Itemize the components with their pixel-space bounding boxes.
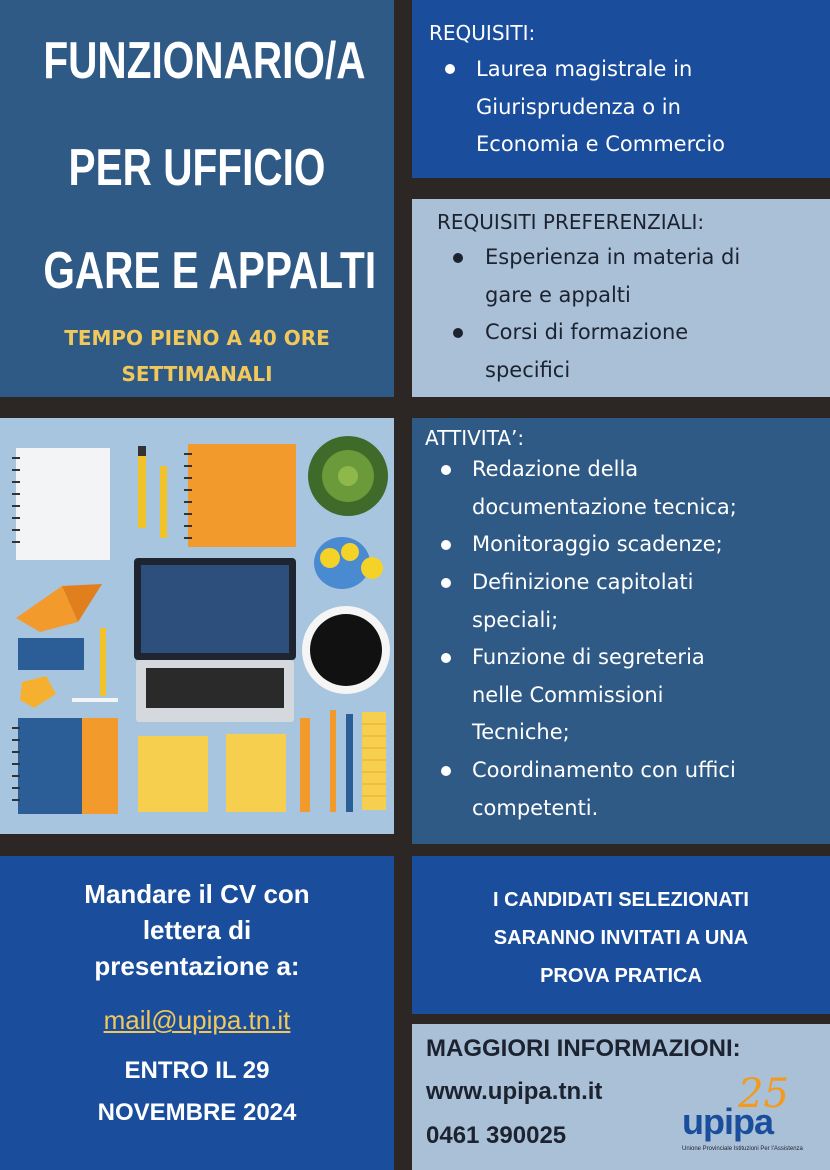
office-supplies-photo (0, 418, 394, 834)
preferred-requirements-panel (412, 199, 830, 397)
website-link[interactable]: www.upipa.tn.it (426, 1078, 603, 1105)
bullet-icon (441, 766, 451, 776)
logo-wordmark: upipa (682, 1101, 773, 1142)
activities-panel (412, 418, 830, 844)
contact-email-link[interactable]: mail@upipa.tn.it (103, 1005, 291, 1035)
job-title-line-2: PER UFFICIO (68, 139, 326, 197)
schedule-line-1: TEMPO PIENO A 40 ORE (64, 326, 330, 350)
activity-item: Redazione della documentazione tecnica; (472, 457, 737, 519)
office-supplies-illustration (0, 418, 394, 834)
logo-caption: Unione Provinciale Istituzioni Per l'Assistenza (682, 1146, 803, 1152)
activity-item: Definizione capitolati speciali; (472, 570, 694, 632)
selection-notice-panel (412, 856, 830, 1014)
upipa-logo (676, 1071, 826, 1166)
bullet-icon (441, 540, 451, 550)
more-info-heading: MAGGIORI INFORMAZIONI: (426, 1035, 741, 1062)
application-instructions: Mandare il CV con lettera di presentazione a: (84, 879, 310, 981)
title-panel (0, 0, 394, 397)
bullet-icon (453, 253, 463, 263)
preferred-item: Corsi di formazione specifici (485, 320, 689, 382)
job-title-line-1: FUNZIONARIO/A (43, 32, 366, 90)
activity-item: Funzione di segreteria nelle Commissioni Tecniche; (472, 645, 705, 744)
bullet-icon (441, 653, 451, 663)
preferred-item: Esperienza in materia di gare e appalti (485, 245, 741, 307)
bullet-icon (441, 578, 451, 588)
job-title-line-3: GARE E APPALTI (43, 242, 377, 300)
more-info-panel (412, 1024, 830, 1170)
requirements-heading: REQUISITI: (429, 21, 536, 45)
activity-item: Coordinamento con uffici competenti. (472, 758, 736, 820)
selection-notice: I CANDIDATI SELEZIONATI SARANNO INVITATI A UNA PROVA PRATICA (493, 889, 749, 987)
requirements-panel (412, 0, 830, 178)
requirement-item: Laurea magistrale in Giurisprudenza o in Economia e Commercio (476, 57, 725, 156)
schedule-line-2: SETTIMANALI (121, 362, 273, 386)
deadline: ENTRO IL 29 NOVEMBRE 2024 (97, 1057, 297, 1126)
phone-number[interactable]: 0461 390025 (426, 1122, 567, 1149)
bullet-icon (453, 328, 463, 338)
activities-heading: ATTIVITA’: (425, 426, 525, 450)
logo-anniversary-number: 25 (738, 1071, 789, 1117)
activity-item: Monitoraggio scadenze; (472, 532, 723, 556)
bullet-icon (441, 465, 451, 475)
preferred-heading: REQUISITI PREFERENZIALI: (437, 210, 705, 234)
bullet-icon (445, 64, 455, 74)
application-panel (0, 856, 394, 1170)
